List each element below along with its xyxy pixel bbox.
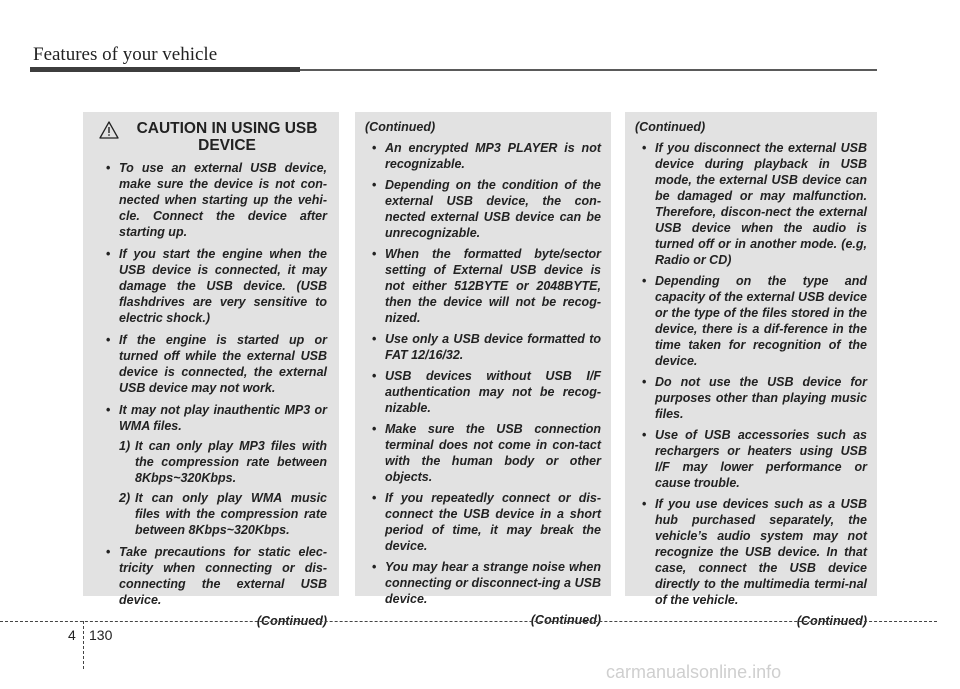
list-item: • Depending on the type and capacity of the external USB device or the type of the files stored in the device, there is a dif-ference in the time taken for recognition of the device.	[635, 273, 867, 369]
list-item: • Take precautions for static elec-tricity when connecting or dis-connecting the external USB device.	[99, 544, 327, 608]
page-number: 130	[89, 627, 113, 643]
list-item: • If you start the engine when the USB device is connected, it may damage the USB device. (USB flashdrives are very sensitive to electric shock.)	[99, 246, 327, 326]
caution-list-2	[365, 140, 601, 607]
sub-item	[119, 438, 327, 486]
list-item: • If you repeatedly connect or dis-connect the USB device in a short period of time, it may break the device.	[365, 490, 601, 554]
sub-item-text: It can only play WMA music files with the compression rate between 8Kbps~320Kbps.	[135, 491, 327, 537]
list-item: • When the formatted byte/sector setting of External USB device is not either 512BYTE or 2048BYTE, then the device will not be recog-nized.	[365, 246, 601, 326]
list-item: • If you disconnect the external USB device during playback in USB mode, the external USB device can be damaged or may malfunction. Therefore, discon-nect the external USB device when the audio is turned off or in another mode. (e.g, Radio or CD)	[635, 140, 867, 268]
header-rule-dark	[30, 67, 300, 72]
continued-footer: (Continued)	[530, 613, 601, 627]
sub-item-text: It can only play MP3 files with the compression rate between 8Kbps~320Kbps.	[135, 439, 327, 485]
page-header-title: Features of your vehicle	[33, 44, 218, 65]
footer-divider	[83, 621, 84, 669]
sub-item-number: 1)	[119, 439, 131, 453]
sub-item	[119, 490, 327, 538]
caution-panel-1	[83, 112, 339, 628]
list-item: • Use of USB accessories such as rechargers or heaters using USB I/F may lower performance or cause trouble.	[635, 427, 867, 491]
list-item: • If you use devices such as a USB hub purchased separately, the vehicle’s audio system may not recognize the USB device. In that case, connect the USB device directly to the multimedia termi-nal of the vehicle.	[635, 496, 867, 608]
list-item-text: It may not play inauthentic MP3 or WMA files.	[119, 403, 327, 433]
list-item: • Use only a USB device formatted to FAT 12/16/32.	[365, 331, 601, 363]
footer-rule	[0, 621, 937, 622]
caution-header	[99, 120, 327, 154]
header-rule-thin	[300, 69, 877, 71]
watermark: carmanualsonline.info	[606, 662, 782, 682]
list-item	[99, 402, 327, 538]
caution-panel-3	[625, 112, 877, 628]
warning-triangle-icon	[99, 121, 119, 139]
list-item: • You may hear a strange noise when connecting or disconnect-ing a USB device.	[365, 559, 601, 607]
caution-list-1	[99, 160, 327, 608]
list-item: • Depending on the condition of the external USB device, the con-nected external USB device can be unrecognizable.	[365, 177, 601, 241]
continued-footer: (Continued)	[256, 614, 327, 628]
list-item: • Do not use the USB device for purposes other than playing music files.	[635, 374, 867, 422]
list-item: • USB devices without USB I/F authentication may not be recog-nizable.	[365, 368, 601, 416]
chapter-number: 4	[68, 627, 76, 643]
sub-item-number: 2)	[119, 491, 131, 505]
caution-panel-2	[355, 112, 611, 627]
list-item: • To use an external USB device, make sure the device is not con-nected when starting up the vehi-cle. Connect the device after starting up.	[99, 160, 327, 240]
list-item: • Make sure the USB connection terminal does not come in con-tact with the human body or other objects.	[365, 421, 601, 485]
list-item: • If the engine is started up or turned off while the external USB device is connected, the external USB device may not work.	[99, 332, 327, 396]
list-item: • An encrypted MP3 PLAYER is not recognizable.	[365, 140, 601, 172]
continued-header: (Continued)	[365, 120, 436, 134]
caution-list-3	[635, 140, 867, 608]
continued-footer: (Continued)	[796, 614, 867, 628]
caution-title: CAUTION IN USING USB DEVICE	[136, 120, 318, 154]
continued-header: (Continued)	[635, 120, 706, 134]
